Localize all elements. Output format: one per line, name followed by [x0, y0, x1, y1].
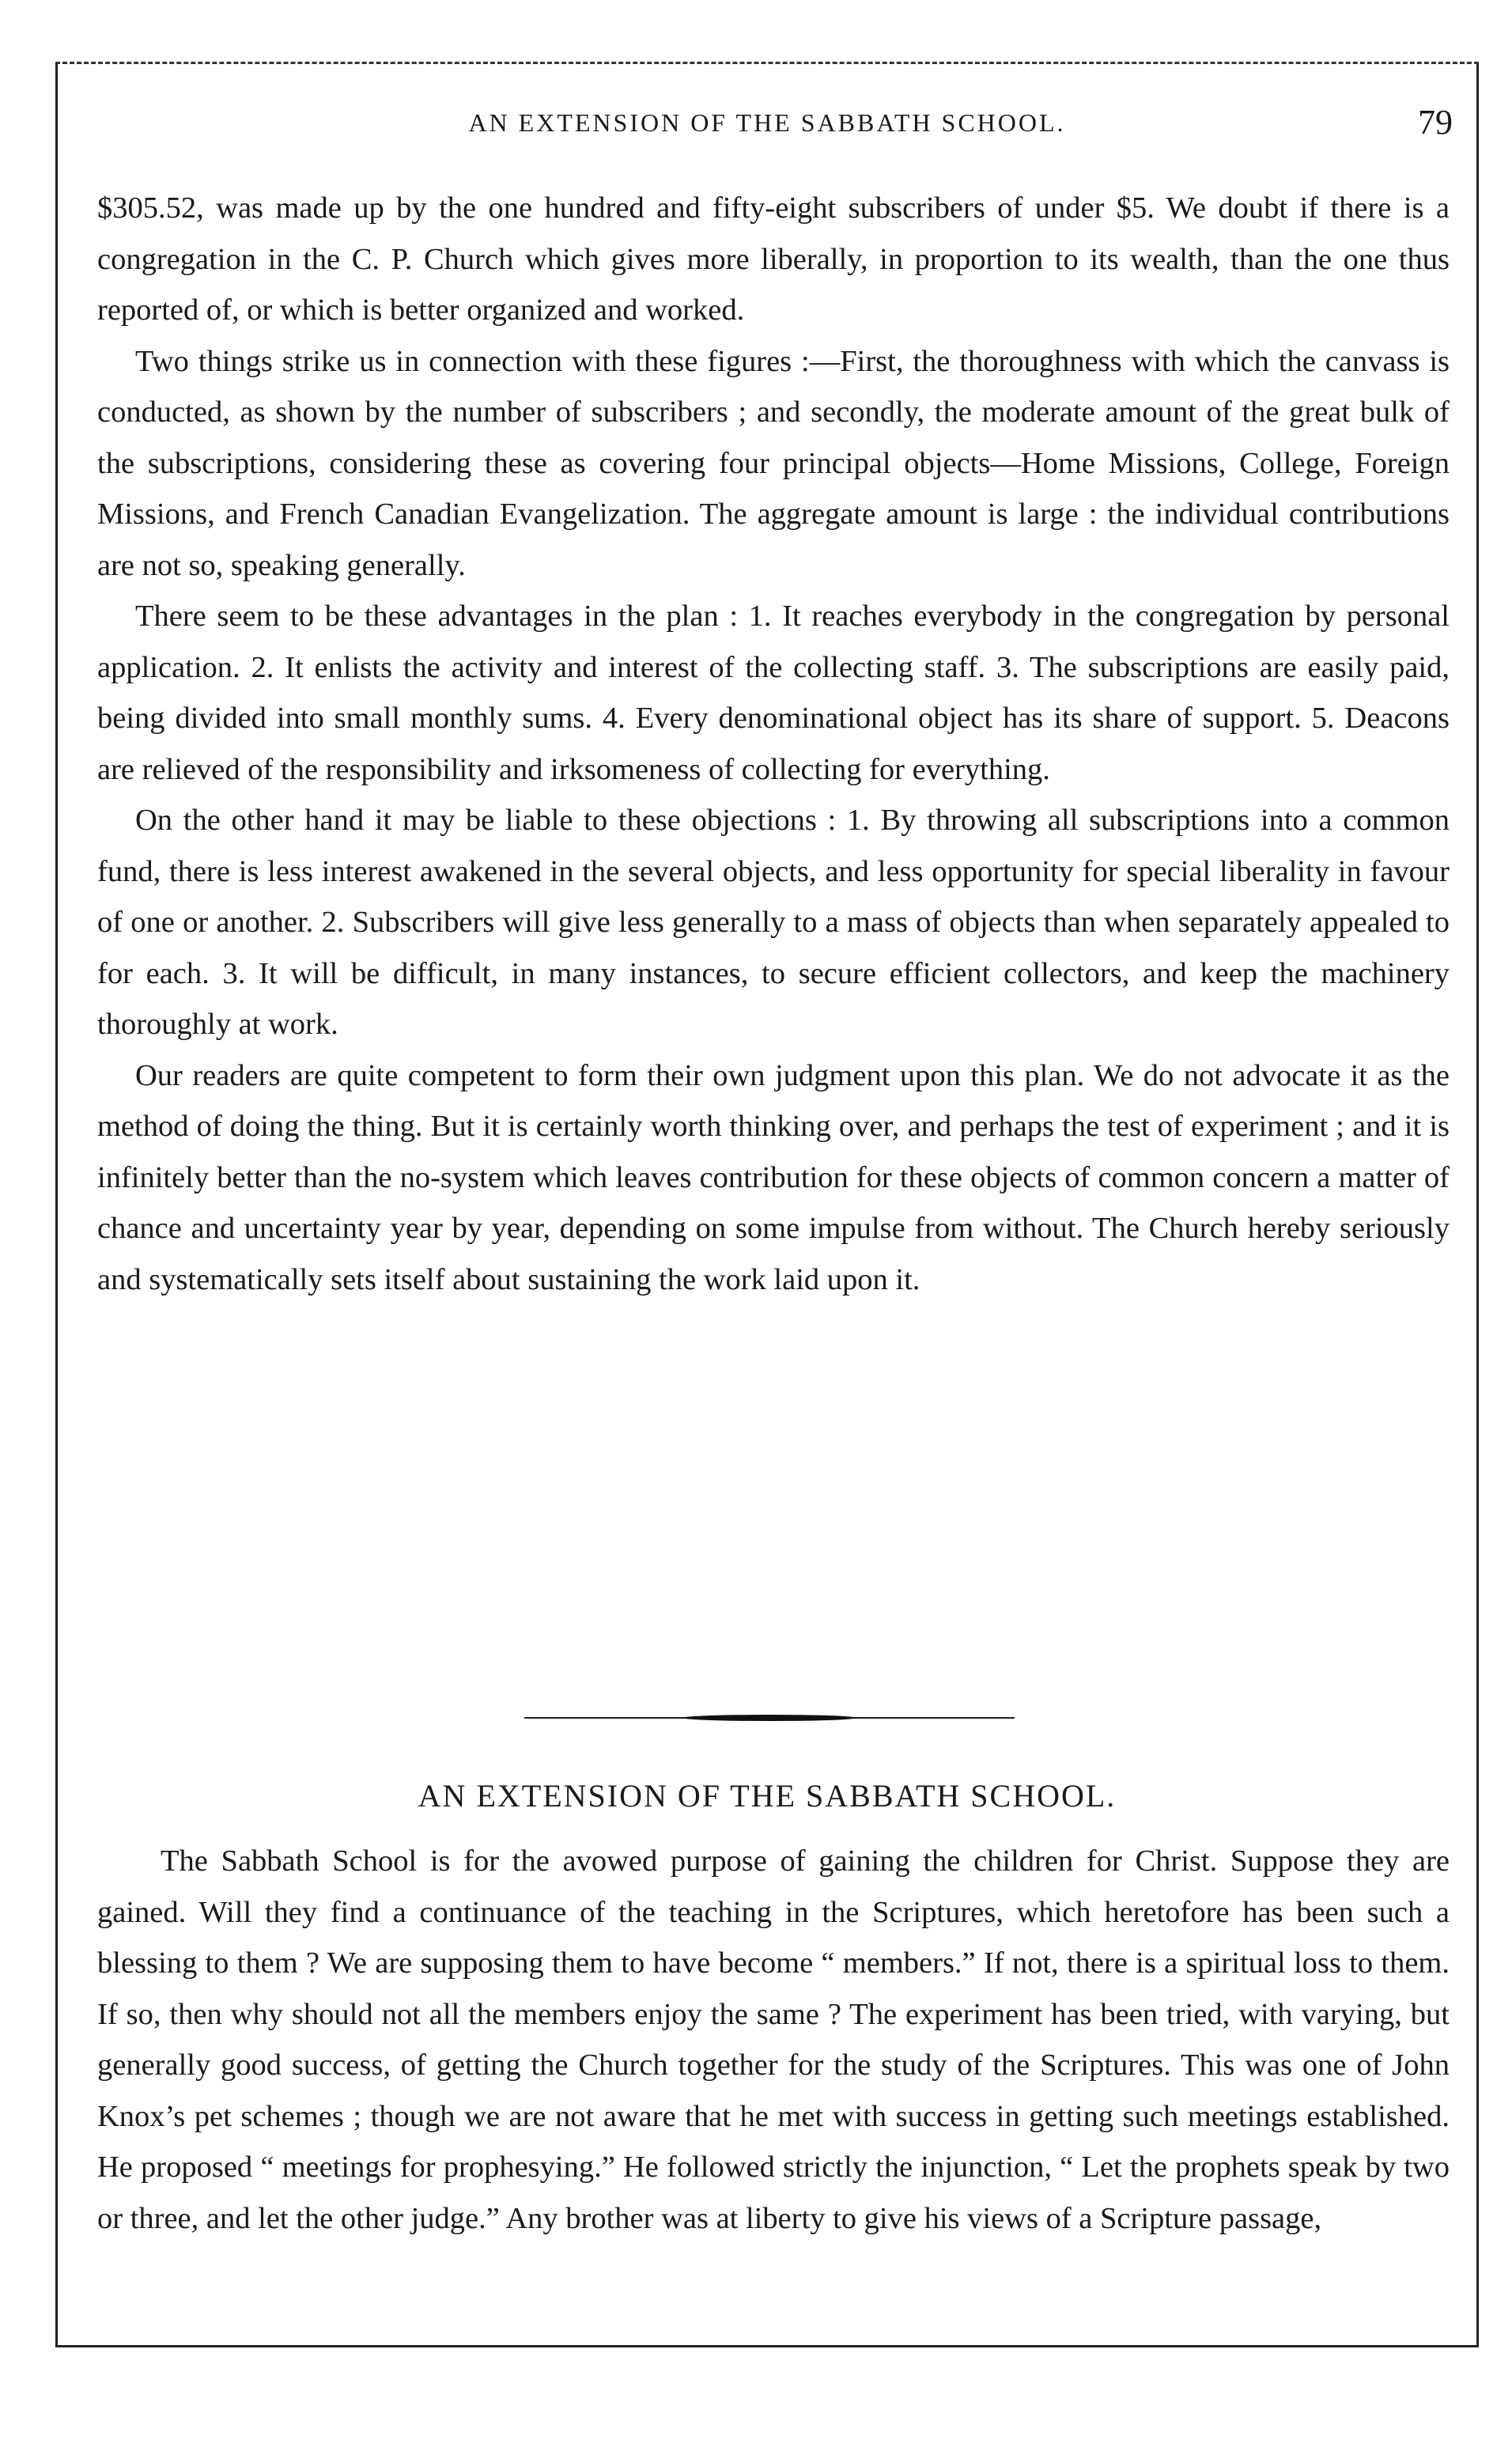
article-two-body — [97, 1836, 1450, 2244]
paragraph: On the other hand it may be liable to these objections : 1. By throwing all subscriptions into a common fund, there is less interest awakened in the several objects, and less opportunity for special liberality in favour of one or another. 2. Subscribers will give less generally to a mass of objects than when separately appealed to for each. 3. It will be difficult, in many instances, to secure efficient collectors, and keep the machinery thoroughly at work. — [97, 804, 1450, 1041]
section-divider — [524, 1715, 1015, 1721]
page-number: 79 — [1418, 103, 1453, 142]
running-title: AN EXTENSION OF THE SABBATH SCHOOL. — [468, 108, 1066, 137]
paragraph: $305.52, was made up by the one hundred and fifty-eight subscribers of under $5. We doubt if there is a congregation in the C. P. Church which gives more liberally, in proportion to its wealth, than the one thus reported of, or which is better organized and worked. — [97, 191, 1450, 327]
paragraph: Our readers are quite competent to form their own judgment upon this plan. We do not advocate it as the method of doing the thing. But it is certainly worth thinking over, and perhaps the test of experiment ; and it is infinitely better than the no-system which leaves contribution for these objects of common concern a matter of chance and uncertainty year by year, depending on some impulse from without. The Church hereby seriously and systematically sets itself about sustaining the work laid upon it. — [97, 1058, 1450, 1296]
running-header — [58, 102, 1476, 149]
section-title: AN EXTENSION OF THE SABBATH SCHOOL. — [418, 1778, 1117, 1814]
paragraph: The Sabbath School is for the avowed purpose of gaining the children for Christ. Suppose they are gained. Will they find a continuance of the teaching in the Scriptures, which heretofore has been such a blessing to them ? We are supposing them to have become “ members.” If not, there is a spiritual loss to them. If so, then why should not all the members enjoy the same ? The experiment has been tried, with varying, but generally good success, of getting the Church together for the study of the Scriptures. This was one of John Knox’s pet schemes ; though we are not aware that he met with success in getting such meetings established. He proposed “ meetings for prophesying.” He followed strictly the injunction, “ Let the prophets speak by two or three, and let the other judge.” Any brother was at liberty to give his views of a Scripture passage, — [97, 1844, 1450, 2235]
divider-ornament — [682, 1715, 856, 1721]
paragraph: There seem to be these advantages in the plan : 1. It reaches everybody in the congregation by personal application. 2. It enlists the activity and interest of the collecting staff. 3. The subscriptions are easily paid, being divided into small monthly sums. 4. Every denominational object has its share of support. 5. Deacons are relieved of the responsibility and irksomeness of collecting for everything. — [97, 600, 1450, 786]
paragraph: Two things strike us in connection with these figures :—First, the thoroughness with which the canvass is conducted, as shown by the number of subscribers ; and secondly, the moderate amount of the great bulk of the subscriptions, considering these as covering four principal objects—Home Missions, College, Foreign Missions, and French Canadian Evangelization. The aggregate amount is large : the individual contributions are not so, speaking generally. — [97, 344, 1450, 582]
article-one-body — [97, 183, 1450, 1305]
page-frame — [55, 62, 1479, 2347]
